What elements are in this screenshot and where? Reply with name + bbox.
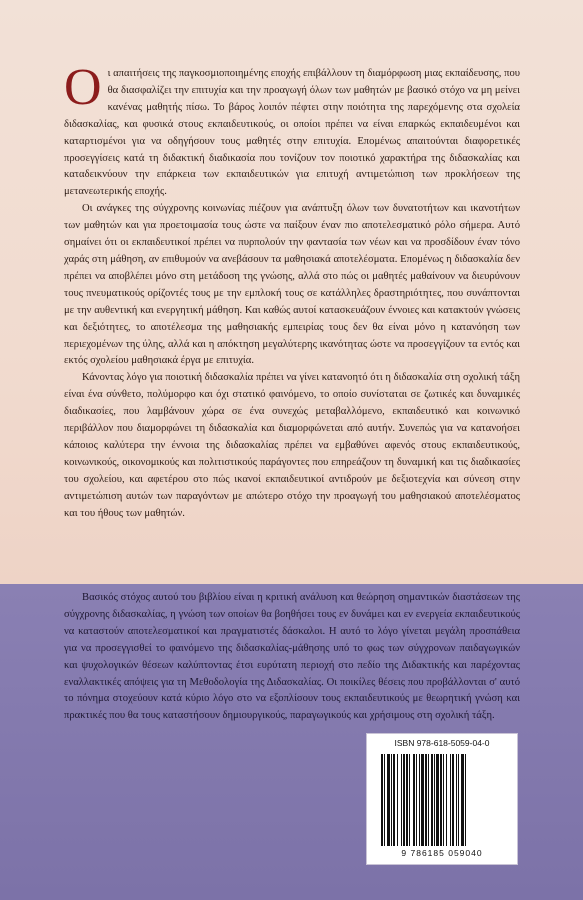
barcode-bar — [419, 754, 420, 846]
upper-text-block — [64, 59, 520, 522]
barcode-bar — [443, 754, 444, 846]
isbn-label: ISBN 978-618-5059-04-0 — [394, 738, 490, 748]
lower-paragraph-1: Βασικός στόχος αυτού του βιβλίου είναι η κριτική ανάλυση και θεώρηση σημαντικών διαστάσεων της σύγχρονης διδασκαλίας, η γνώση των οποίων θα βοηθήσει τους εν δυνάμει και εν ενεργεία εκπαιδευτικούς να καταστούν αποτελεσματικοί και πραγματιστές δάσκαλοι. Η αυτό το λόγο γίνεται μεγάλη προσπάθεια για να προσεγγισθεί το φαινόμενο της διδασκαλίας-μάθησης υπό το φως των σύγχρονων παιδαγωγικών και ψυχολογικών θέσεων καλύπτοντας έτσι ευρύτατη περιοχή στο πεδίο της Διδακτικής και παρέχοντας εναλλακτικές απόψεις για τη Μεθοδολογία της Διδασκαλίας. Οι ποικίλες θέσεις που προβάλλονται σ' αυτό το πόνημα στοχεύουν κατά κύριο λόγο στο να εξοπλίσουν τους εκπαιδευτικούς με θεωρητική γνώση και πρακτικές που θα τους καταστήσουν δημιουργικούς, παραγωγικούς και χρήσιμους στη σχολική τάξη. — [64, 592, 520, 722]
barcode-bar — [384, 754, 385, 846]
dropcap: Ο — [64, 59, 102, 116]
barcode-bar — [436, 754, 439, 846]
barcode-bar — [456, 754, 457, 846]
upper-paragraph-2: Οι ανάγκες της σύγχρονης κοινωνίας πιέζουν για ανάπτυξη όλων των δυνατοτήτων και ικανοτήτων των μαθητών και για προετοιμασία τους ώστε να παίξουν έναν πιο αποτελεσματικό ρόλο σήμερα. Αυτό σημαίνει ότι οι εκπαιδευτικοί πρέπει να πυρπολούν την φαντασία των νέων και να προσδίδουν έναν τόνο χαράς στη μάθηση, αν επιθυμούν να ανεβάσουν τα μαθησιακά αποτελέσματα. Επομένως η διδασκαλία δεν πρέπει να αποβλέπει μόνο στη μετάδοση της γνώσης, αλλά στο πώς οι μαθητές μαθαίνουν να διευρύνουν τους πνευματικούς ορίζοντές τους με την εμπλοκή τους σε κατάλληλες δραστηριότητες, που συνάπτονται με την αυθεντική και ενεργητική μάθηση. Και καθώς αυτοί κατασκευάζουν έννοιες και κατακτούν γνώσεις και δεξιότητες, το αποτέλεσμα της μαθησιακής εμπειρίας τους δεν θα είναι μόνο η κατανόηση των περιεχομένων της ύλης, αλλά και η απόκτηση μεγαλύτερης ικανότητας ώστε να προσεγγίζουν τα εντός και εκτός σχολείου μαθησιακά έργα με επιτυχία. — [64, 203, 520, 367]
barcode-bar — [387, 754, 390, 846]
barcode-bar — [391, 754, 392, 846]
barcode-bar — [409, 754, 410, 846]
barcode-bar — [393, 754, 395, 846]
upper-paragraph-3: Κάνοντας λόγο για ποιοτική διδασκαλία πρέπει να γίνει κατανοητό ότι η διδασκαλία στη σχολική τάξη είναι ένα σύνθετο, πολύμορφο και όχι στατικό φαινόμενο, το οποίο συνίσταται σε ζωτικές και δυναμικές διαδικασίες, που λαμβάνουν χώρα σε ένα συνεχώς μεταβαλλόμενο, εκπαιδευτικό και κοινωνικό περιβάλλον που διαμορφώνει τη διδασκαλία και διαμορφώνεται από αυτήν. Συνεπώς για να κατανοήσει κάποιος καλύτερα την έννοια της διδασκαλίας πρέπει να εμβαθύνει αφενός στους εκπαιδευτικούς, κοινωνικούς, οικονομικούς και πολιτιστικούς παράγοντες που επηρεάζουν τη δυναμική και τις διαδικασίες του σχολείου, και αφετέρου στο πώς ικανοί εκπαιδευτικοί αντιδρούν με δεξιοτεχνία και σύνεση στην αντιμετώπιση αυτών των παραγόντων με απώτερο στόχο την προαγωγή του μαθησιακού αποτελέσματος και του ήθους των μαθητών. — [64, 372, 520, 519]
barcode-bar — [452, 754, 454, 846]
upper-paragraph-1 — [64, 59, 520, 201]
barcode-bar — [458, 754, 459, 846]
barcode-icon — [379, 754, 505, 846]
barcode-bar — [428, 754, 429, 846]
barcode-bar — [461, 754, 464, 846]
barcode-digits: 9 786185 059040 — [401, 848, 483, 858]
isbn-barcode-box — [366, 733, 518, 865]
lower-text-block — [64, 590, 520, 725]
barcode-bar — [406, 754, 408, 846]
barcode-bar — [421, 754, 424, 846]
barcode-bar — [434, 754, 435, 846]
barcode-bar — [446, 754, 447, 846]
barcode-bar — [431, 754, 433, 846]
barcode-bar — [440, 754, 442, 846]
barcode-bar — [450, 754, 451, 846]
barcode-bar — [413, 754, 415, 846]
barcode-bar — [401, 754, 402, 846]
barcode-bar — [416, 754, 417, 846]
barcode-bar — [397, 754, 398, 846]
upper-paragraph-1-text: ι απαιτήσεις της παγκοσμιοποιημένης εποχής επιβάλλουν τη διαμόρφωση μιας εκπαίδευσης, που θα διασφαλίζει την επιτυχία και την προαγωγή όλων των μαθητών με βασικό στόχο να μη μείνει κανένας μαθητής πίσω. Το βάρος λοιπόν πέφτει στην ποιότητα της παρεχόμενης στα σχολεία διδασκαλίας, και φυσικά στους εκπαιδευτικούς, οι οποίοι πρέπει να είναι επαρκώς εκπαιδευμένοι και καταρτισμένοι για να οδηγήσουν τους μαθητές στην επιτυχία. Επομένως απαιτούνται διαφορετικές προσεγγίσεις κατά τη διδακτική διαδικασία που τονίζουν τον ποιοτικό χαρακτήρα της διδασκαλίας και καταδεικνύουν την επάρκεια των εκπαιδευτικών για επιτυχή αντιμετώπιση των προκλήσεων της μετανεωτερικής εποχής. — [64, 68, 520, 198]
barcode-bar — [465, 754, 466, 846]
barcode-bar — [425, 754, 427, 846]
barcode-bar — [403, 754, 405, 846]
barcode-bar — [381, 754, 383, 846]
